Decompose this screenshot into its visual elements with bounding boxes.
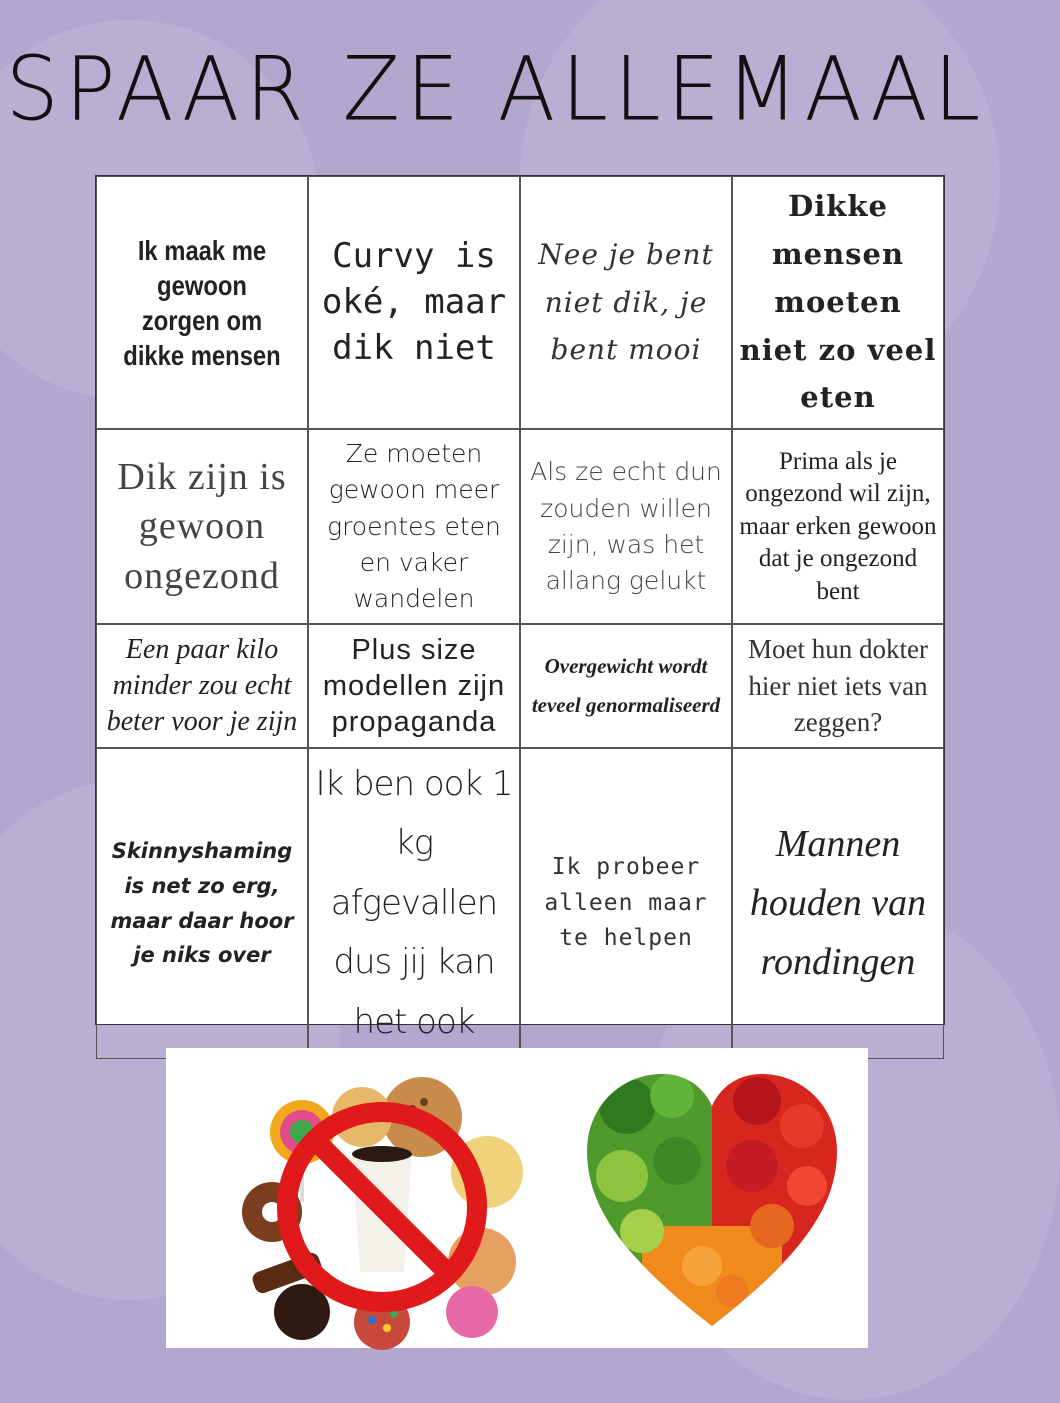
bingo-cell	[96, 429, 308, 624]
bingo-cell	[96, 624, 308, 747]
cell-text: Nee je bent niet dik, je bent mooi	[538, 238, 714, 367]
cell-text: Een paar kilo minder zou echt beter voor je zijn	[106, 633, 298, 738]
bingo-cell	[520, 624, 732, 747]
page-title: SPAAR ZE ALLEMAAL	[5, 37, 987, 141]
image-strip	[166, 1048, 868, 1348]
bingo-cell	[96, 176, 308, 429]
vegetable-heart-image	[582, 1066, 842, 1336]
bingo-cell	[96, 748, 308, 1060]
cell-text: Ze moeten gewoon meer groentes eten en vaker wandelen	[327, 439, 501, 614]
cell-text: Skinnyshaming is net zo erg, maar daar hoor je niks over	[110, 839, 294, 968]
bingo-cell	[308, 624, 520, 747]
cell-text: Als ze echt dun zouden willen zijn, was het allang gelukt	[530, 457, 722, 596]
cell-text: Ik ben ook 1 kg afgevallen dus jij kan het ook	[315, 763, 513, 1042]
bingo-cell	[308, 176, 520, 429]
bingo-grid	[95, 175, 945, 1042]
bingo-cell	[732, 176, 944, 429]
bingo-cell	[732, 429, 944, 624]
bingo-cell	[308, 429, 520, 624]
bingo-cell	[732, 624, 944, 747]
cell-text: Ik probeer alleen maar te helpen	[544, 854, 708, 952]
cell-text: Ik maak me gewoon zorgen om dikke mensen	[123, 234, 281, 371]
cell-text: Dikke mensen moeten niet zo veel eten	[739, 189, 937, 415]
junk-food-prohibited-image	[232, 1062, 532, 1348]
bingo-cell	[520, 748, 732, 1060]
bingo-cell	[520, 429, 732, 624]
cell-text: Mannen houden van rondingen	[749, 823, 927, 983]
bingo-cell	[732, 748, 944, 1060]
cell-text: Prima als je ongezond wil zijn, maar erken gewoon dat je ongezond bent	[739, 447, 937, 605]
bingo-cell	[520, 176, 732, 429]
bingo-cell	[308, 748, 520, 1060]
cell-text: Overgewicht wordt teveel genormaliseerd	[531, 654, 721, 718]
cell-text: Plus size modellen zijn propaganda	[322, 633, 506, 739]
cell-text: Moet hun dokter hier niet iets van zeggen?	[748, 634, 928, 738]
cell-text: Dik zijn is gewoon ongezond	[117, 455, 287, 597]
cell-text: Curvy is oké, maar dik niet	[321, 235, 507, 368]
